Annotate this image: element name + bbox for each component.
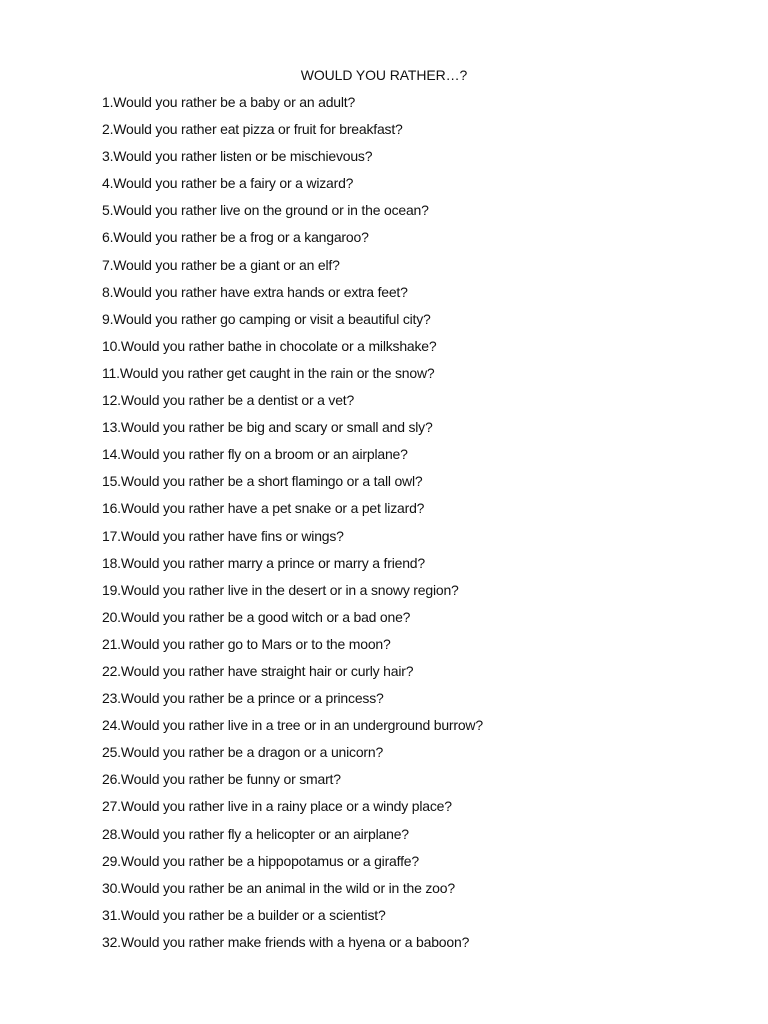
list-item: 31.Would you rather be a builder or a scientist? <box>102 906 386 923</box>
page-title: WOULD YOU RATHER…? <box>300 67 468 83</box>
list-item: 16.Would you rather have a pet snake or a pet lizard? <box>102 500 425 517</box>
list-item: 4.Would you rather be a fairy or a wizard? <box>102 175 354 192</box>
list-item: 9.Would you rather go camping or visit a beautiful city? <box>102 310 431 327</box>
list-item: 23.Would you rather be a prince or a princess? <box>102 690 384 707</box>
list-item: 32.Would you rather make friends with a hyena or a baboon? <box>102 933 470 950</box>
list-item: 28.Would you rather fly a helicopter or an airplane? <box>102 825 409 842</box>
list-item: 13.Would you rather be big and scary or small and sly? <box>102 419 433 436</box>
list-item: 22.Would you rather have straight hair or curly hair? <box>102 662 414 679</box>
list-item: 14.Would you rather fly on a broom or an airplane? <box>102 446 408 463</box>
list-item: 20.Would you rather be a good witch or a bad one? <box>102 608 411 625</box>
list-item: 30.Would you rather be an animal in the wild or in the zoo? <box>102 879 455 896</box>
list-item: 11.Would you rather get caught in the rain or the snow? <box>102 364 435 381</box>
list-item: 27.Would you rather live in a rainy place or a windy place? <box>102 798 452 815</box>
list-item: 15.Would you rather be a short flamingo or a tall owl? <box>102 473 423 490</box>
list-item: 29.Would you rather be a hippopotamus or a giraffe? <box>102 852 419 869</box>
list-item: 26.Would you rather be funny or smart? <box>102 771 341 788</box>
list-item: 17.Would you rather have fins or wings? <box>102 527 344 544</box>
list-item: 6.Would you rather be a frog or a kangaroo? <box>102 229 369 246</box>
list-item: 8.Would you rather have extra hands or extra feet? <box>102 283 408 300</box>
list-item: 18.Would you rather marry a prince or marry a friend? <box>102 554 425 571</box>
list-item: 7.Would you rather be a giant or an elf? <box>102 256 340 273</box>
list-item: 2.Would you rather eat pizza or fruit for breakfast? <box>102 121 403 138</box>
list-item: 21.Would you rather go to Mars or to the moon? <box>102 635 391 652</box>
list-item: 19.Would you rather live in the desert or in a snowy region? <box>102 581 459 598</box>
list-item: 10.Would you rather bathe in chocolate or a milkshake? <box>102 337 437 354</box>
list-item: 25.Would you rather be a dragon or a unicorn? <box>102 744 384 761</box>
list-item: 5.Would you rather live on the ground or in the ocean? <box>102 202 429 219</box>
list-item: 12.Would you rather be a dentist or a vet? <box>102 392 355 409</box>
question-list <box>102 93 483 960</box>
list-item: 1.Would you rather be a baby or an adult? <box>102 94 356 110</box>
list-item: 24.Would you rather live in a tree or in an underground burrow? <box>102 717 483 734</box>
list-item: 3.Would you rather listen or be mischievous? <box>102 148 373 165</box>
